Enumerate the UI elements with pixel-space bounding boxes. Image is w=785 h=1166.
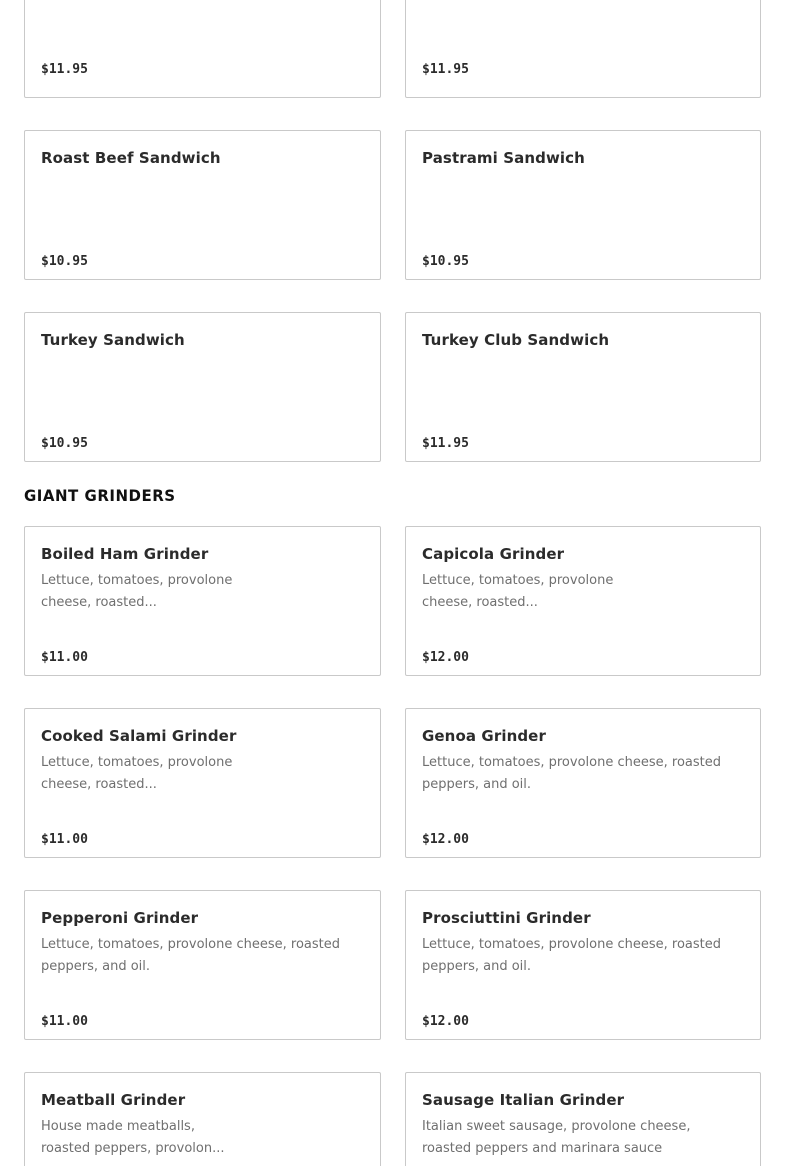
item-name: Prosciuttini Grinder <box>422 909 591 927</box>
menu-item-card[interactable] <box>24 890 381 1040</box>
menu-item-card[interactable] <box>24 0 381 98</box>
item-price: $11.95 <box>422 62 469 77</box>
menu-item-card[interactable] <box>405 130 761 280</box>
item-price: $10.95 <box>422 254 469 269</box>
menu-item-card[interactable] <box>405 312 761 462</box>
item-price: $12.00 <box>422 1014 469 1029</box>
item-name: Pastrami Sandwich <box>422 149 585 167</box>
menu-item-card[interactable] <box>24 708 381 858</box>
item-price: $10.95 <box>41 436 88 451</box>
item-description: Lettuce, tomatoes, provolone cheese, roasted peppers, and oil. <box>422 937 721 974</box>
item-name: Capicola Grinder <box>422 545 565 563</box>
menu-item-card[interactable] <box>405 1072 761 1166</box>
item-name: Meatball Grinder <box>41 1091 186 1109</box>
item-price: $11.95 <box>422 436 469 451</box>
menu-item-card[interactable] <box>405 708 761 858</box>
menu-item-card[interactable] <box>24 312 381 462</box>
item-name: Pepperoni Grinder <box>41 909 199 927</box>
item-description: Lettuce, tomatoes, provolone cheese, roasted peppers, and oil. <box>422 755 721 792</box>
item-price: $12.00 <box>422 650 469 665</box>
item-price: $11.00 <box>41 832 88 847</box>
item-price: $11.00 <box>41 650 88 665</box>
menu-item-card[interactable] <box>405 526 761 676</box>
item-name: Genoa Grinder <box>422 727 546 745</box>
item-name: Boiled Ham Grinder <box>41 545 209 563</box>
item-description: Lettuce, tomatoes, provolone cheese, roasted... <box>41 573 233 610</box>
item-price: $12.00 <box>422 832 469 847</box>
item-price: $11.95 <box>41 62 88 77</box>
item-name: Roast Beef Sandwich <box>41 149 221 167</box>
menu-item-card[interactable] <box>405 890 761 1040</box>
item-name: Turkey Club Sandwich <box>422 331 610 349</box>
item-name: Cooked Salami Grinder <box>41 727 237 745</box>
menu-item-card[interactable] <box>24 1072 381 1166</box>
item-price: $10.95 <box>41 254 88 269</box>
item-description: House made meatballs, roasted peppers, provolon... <box>41 1119 225 1156</box>
item-price: $11.00 <box>41 1014 88 1029</box>
item-description: Lettuce, tomatoes, provolone cheese, roasted peppers, and oil. <box>41 937 340 974</box>
menu-item-card[interactable] <box>24 130 381 280</box>
item-description: Lettuce, tomatoes, provolone cheese, roasted... <box>422 573 614 610</box>
menu-item-card[interactable] <box>405 0 761 98</box>
menu-item-card[interactable] <box>24 526 381 676</box>
item-name: Sausage Italian Grinder <box>422 1091 625 1109</box>
section-title: GIANT GRINDERS <box>24 486 176 506</box>
item-description: Lettuce, tomatoes, provolone cheese, roasted... <box>41 755 233 792</box>
item-name: Turkey Sandwich <box>41 331 185 349</box>
item-description: Italian sweet sausage, provolone cheese, roasted peppers and marinara sauce <box>422 1119 691 1156</box>
